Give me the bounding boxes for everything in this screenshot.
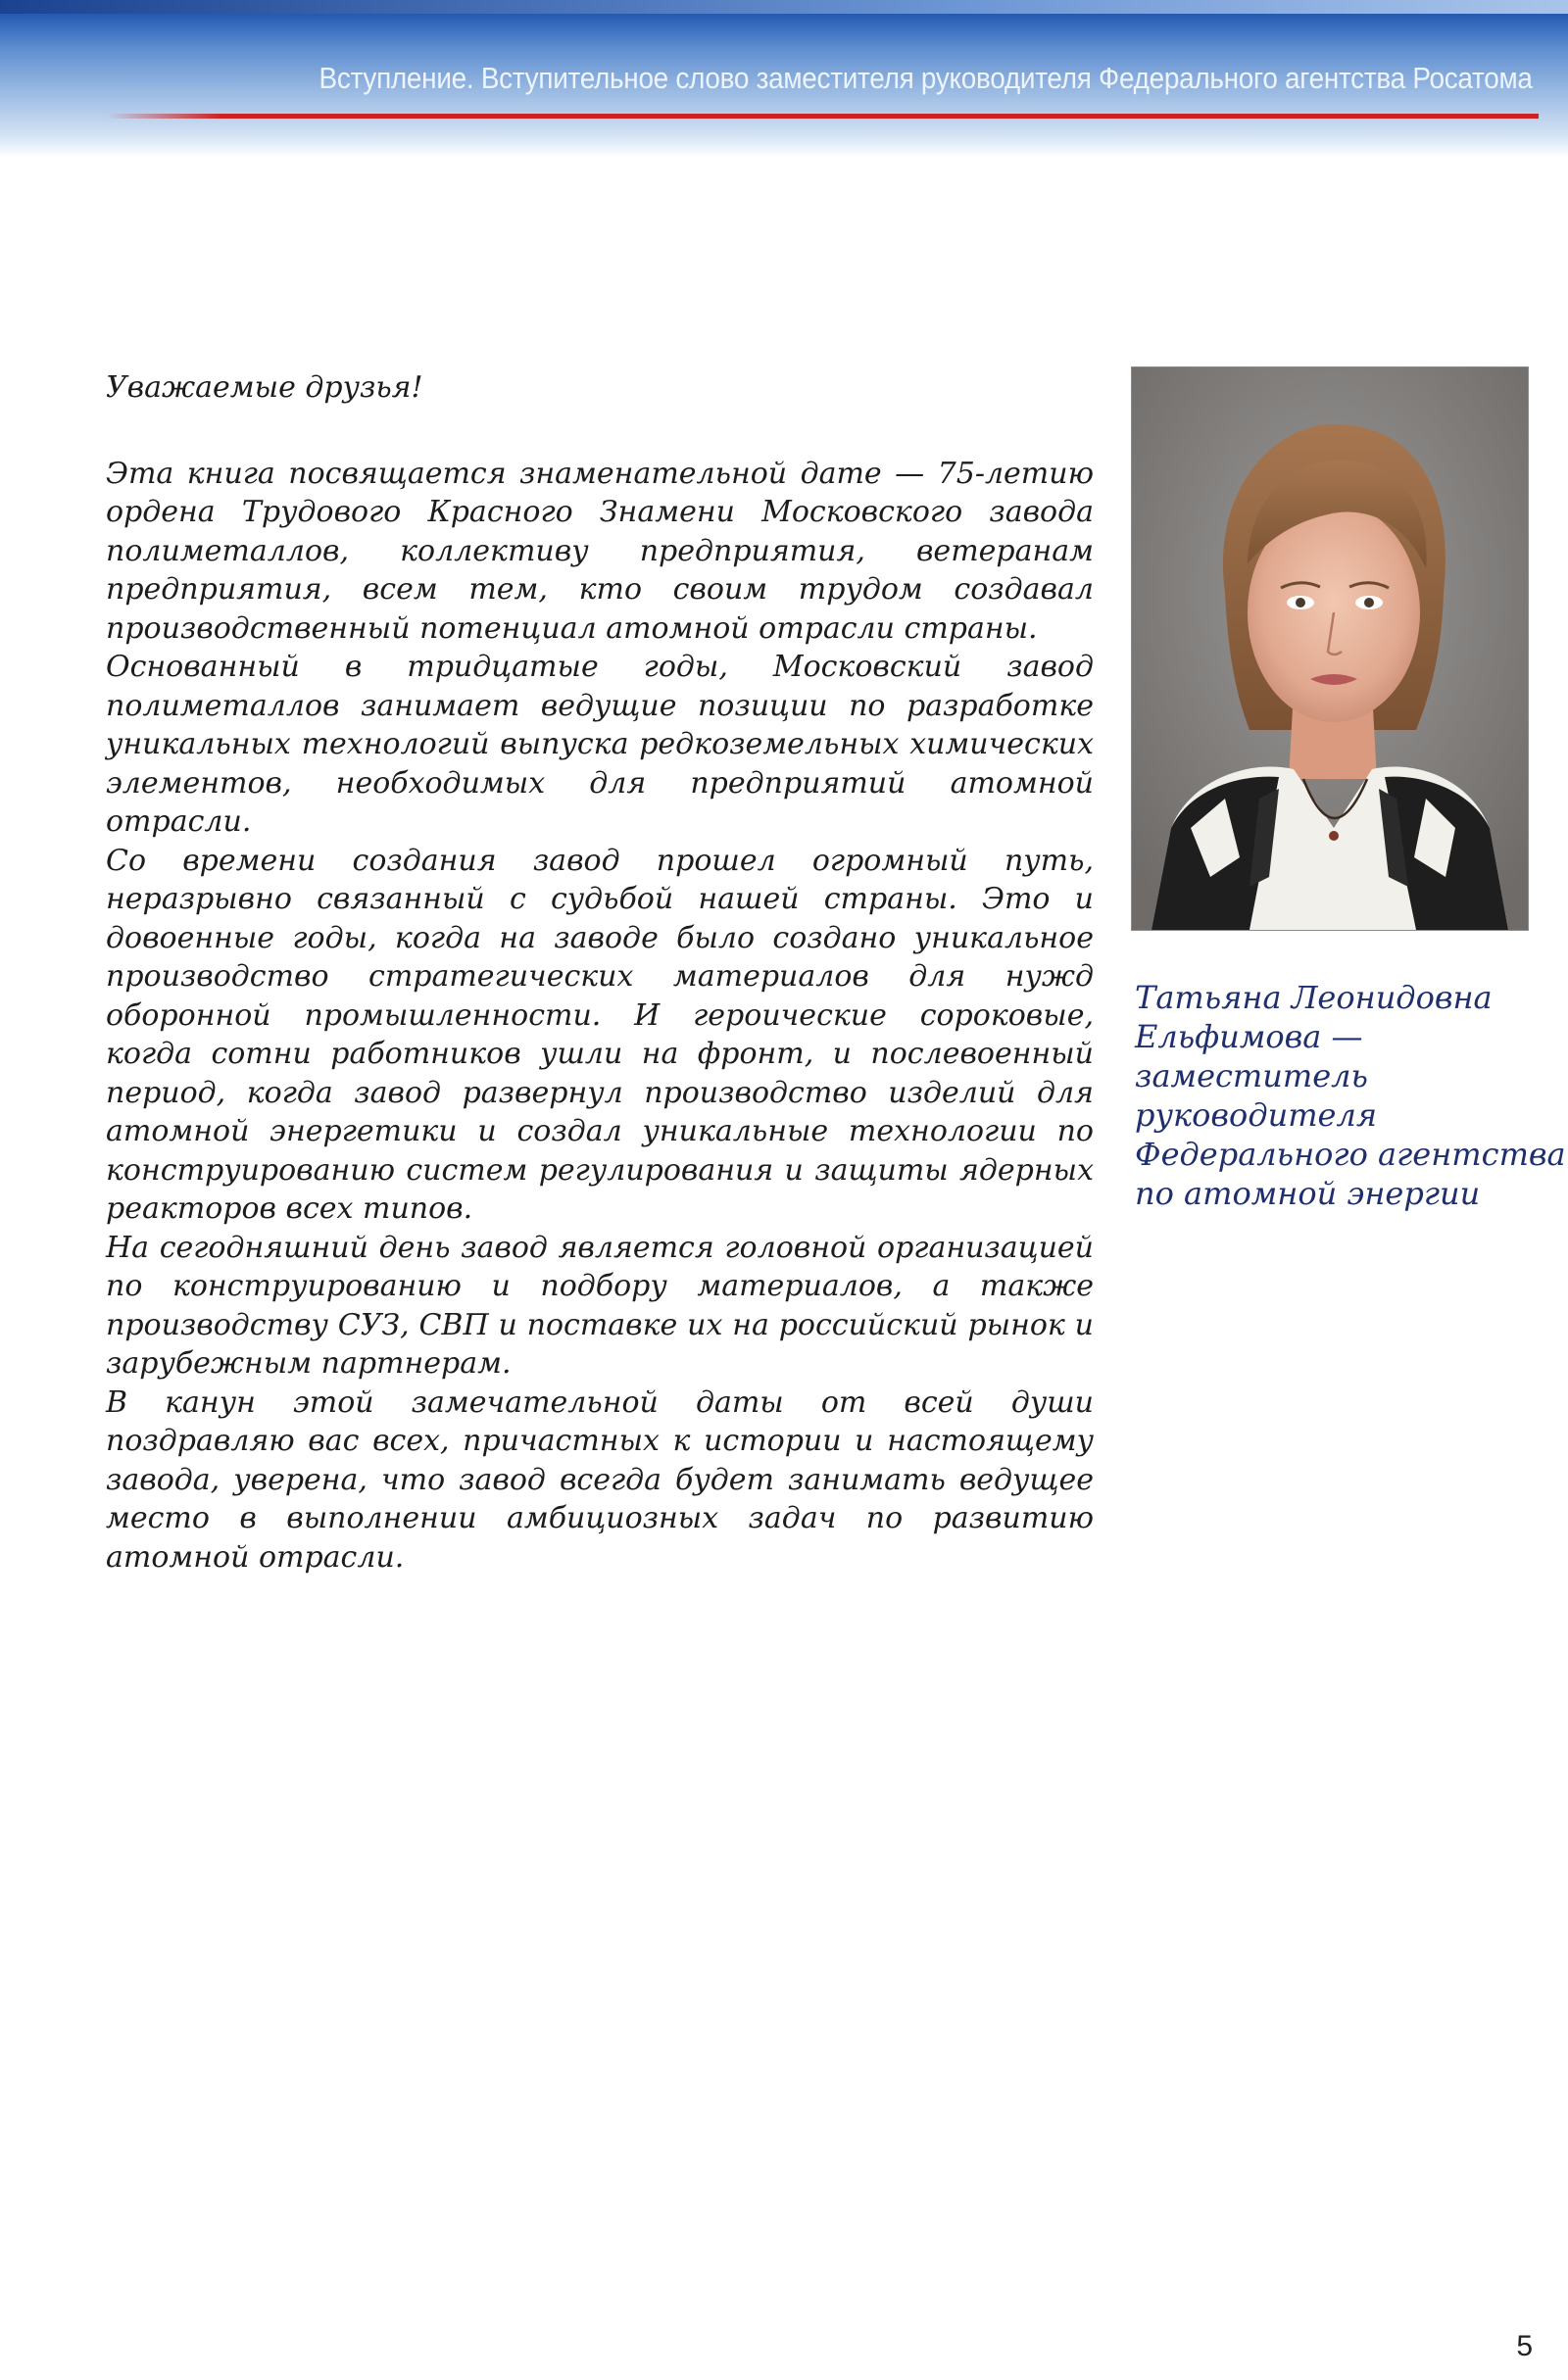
letter-paragraph: Основанный в тридцатые годы, Московский завод полиметаллов занимает ведущие позиции по разработке уникальных технологий выпуска редкоземельных химических элементов, необходимых для предприятий атомной отрасли. — [106, 650, 1094, 839]
portrait-photo-icon — [1132, 367, 1528, 930]
page-header-band — [0, 0, 1568, 157]
caption-line: Ельфимова — — [1135, 1018, 1363, 1055]
caption-line: Татьяна Леонидовна — [1135, 979, 1493, 1016]
caption-line: руководителя — [1135, 1096, 1378, 1134]
header-title: Вступление. Вступительное слово заместителя руководителя Федерального агентства Росатома — [318, 61, 1533, 95]
letter-greeting: Уважаемые друзья! — [106, 370, 423, 405]
letter-paragraph: Со времени создания завод прошел огромный путь, неразрывно связанный с судьбой нашей страны. Это и довоенные годы, когда на заводе было создано уникальное производство стратегических материалов для нужд оборонной промышленности. И героические сороковые, когда сотни работников ушли на фронт, и послевоенный период, когда завод развернул производство изделий для атомной энергетики и создал уникальные технологии по конструированию систем регулирования и защиты ядерных реакторов всех типов. — [106, 843, 1094, 1226]
letter-paragraph: На сегодняшний день завод является головной организацией по конструированию и подбору материалов, а также производству СУЗ, СВП и поставке их на российский рынок и зарубежным партнерам. — [106, 1230, 1094, 1381]
caption-line: Федерального агентства — [1135, 1136, 1566, 1173]
letter-body — [106, 368, 1094, 1577]
letter-paragraph: В канун этой замечательной даты от всей души поздравляю вас всех, причастных к истории и настоящему завода, уверена, что завод всегда будет занимать ведущее место в выполнении амбициозных задач по развитию атомной отрасли. — [106, 1384, 1094, 1575]
letter-paragraph: Эта книга посвящается знаменательной дате — 75-летию ордена Трудового Красного Знамени Московского завода полиметаллов, коллективу предприятия, ветеранам предприятия, всем тем, кто своим трудом создавал производственный потенциал атомной отрасли страны. — [106, 456, 1094, 646]
page-number: 5 — [1516, 2330, 1533, 2362]
caption-line: заместитель — [1135, 1057, 1368, 1094]
photo-caption — [1135, 978, 1566, 1213]
header-red-rule — [108, 114, 1539, 119]
caption-line: по атомной энергии — [1135, 1175, 1481, 1212]
header-top-stripe — [0, 0, 1568, 14]
portrait-photo — [1131, 366, 1529, 931]
